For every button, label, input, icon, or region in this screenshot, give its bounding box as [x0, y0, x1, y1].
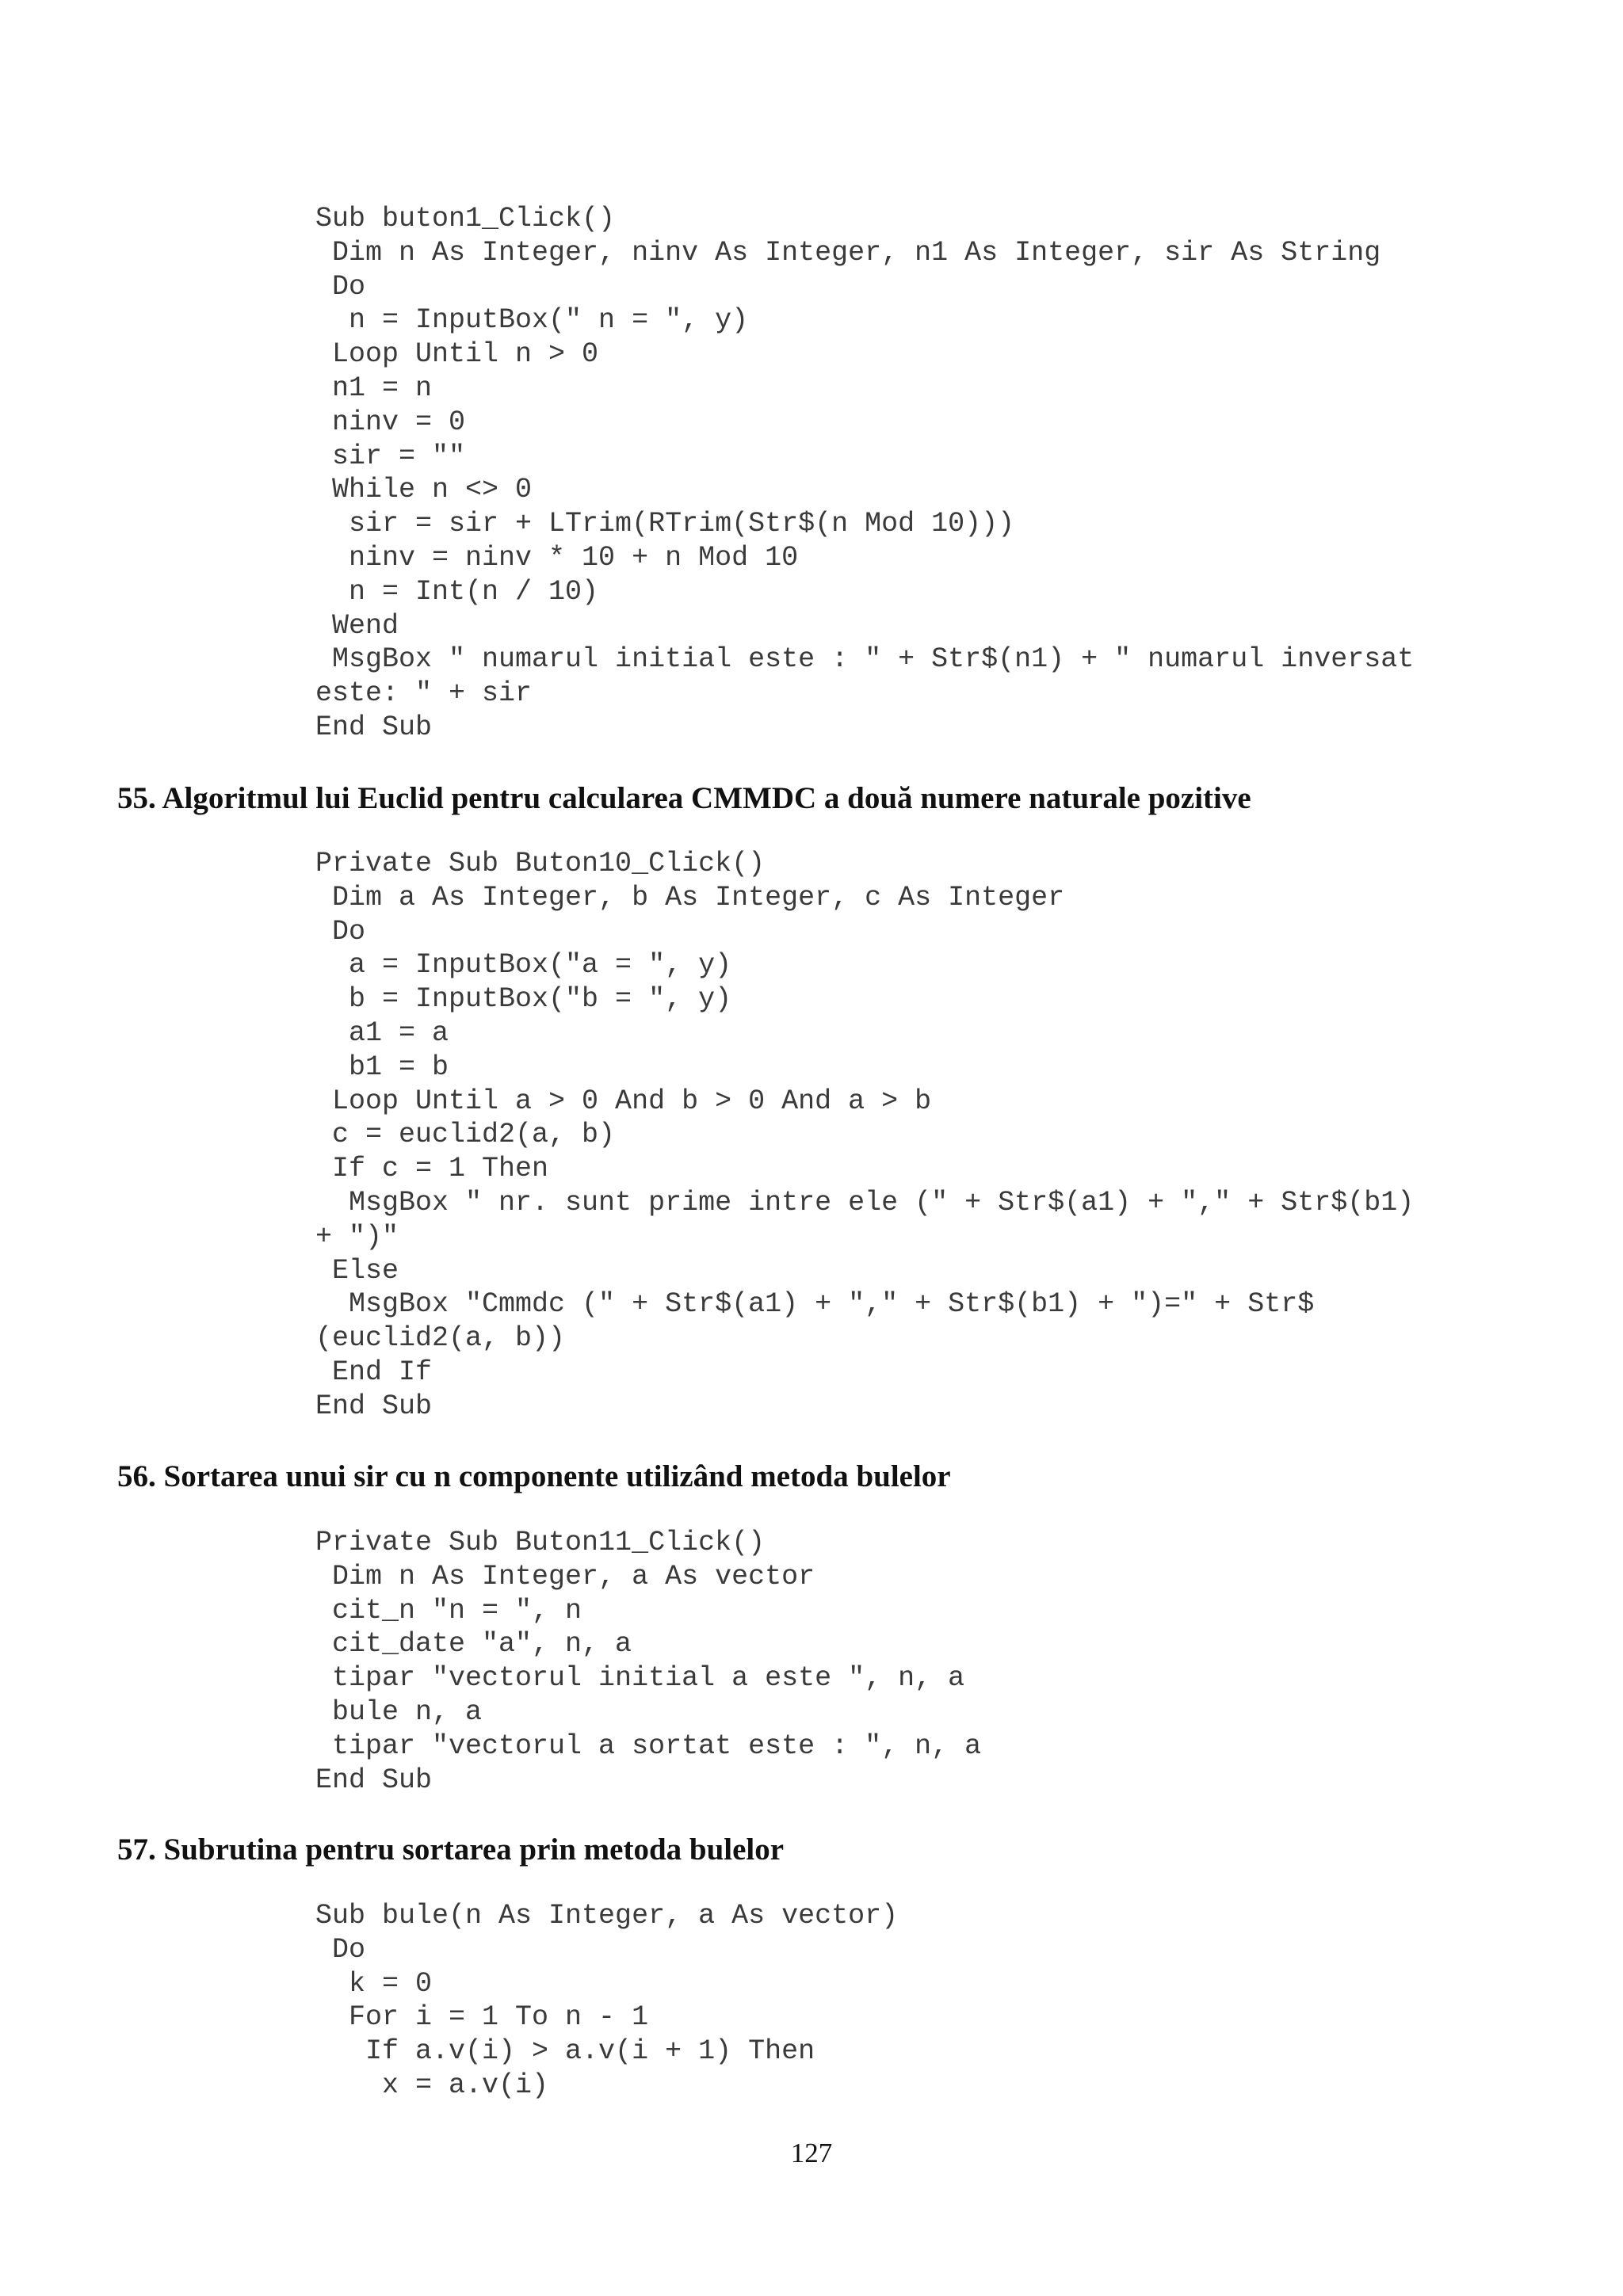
code-line: n1 = n	[315, 372, 433, 404]
code-block-buton1	[315, 202, 1414, 745]
code-line: End Sub	[315, 1390, 433, 1422]
code-line: While n <> 0	[315, 474, 533, 506]
code-line: End Sub	[315, 1764, 433, 1796]
code-line: MsgBox " numarul initial este : " + Str$(n1) + " numarul inversat	[315, 643, 1415, 676]
code-line: Wend	[315, 609, 399, 642]
code-line: Loop Until n > 0	[315, 338, 599, 371]
code-line: c = euclid2(a, b)	[315, 1119, 616, 1151]
code-line: If c = 1 Then	[315, 1153, 549, 1185]
section-heading-57: 57. Subrutina pentru sortarea prin metoda bulelor	[117, 1833, 785, 1867]
code-line: End If	[315, 1356, 433, 1388]
code-line: If a.v(i) > a.v(i + 1) Then	[315, 2035, 815, 2068]
code-line: x = a.v(i)	[315, 2069, 549, 2101]
code-line: Do	[315, 270, 366, 303]
code-line: Dim n As Integer, a As vector	[315, 1560, 815, 1592]
code-line: tipar "vectorul a sortat este : ", n, a	[315, 1730, 982, 1762]
code-line: Private Sub Buton10_Click()	[315, 848, 766, 879]
code-line: sir = ""	[315, 440, 466, 472]
code-line: cit_n "n = ", n	[315, 1594, 582, 1627]
code-line: Do	[315, 915, 366, 948]
code-line: MsgBox " nr. sunt prime intre ele (" + Str$(a1) + "," + Str$(b1)	[315, 1186, 1415, 1219]
code-line: (euclid2(a, b))	[315, 1322, 566, 1355]
code-line: + ")"	[315, 1220, 399, 1253]
code-line: a = InputBox("a = ", y)	[315, 949, 732, 982]
section-heading-55: 55. Algoritmul lui Euclid pentru calcularea CMMDC a două numere naturale pozitive	[117, 781, 1251, 815]
code-block-bule	[315, 1899, 898, 2103]
code-line: Else	[315, 1254, 399, 1287]
code-line: Do	[315, 1933, 366, 1966]
code-line: k = 0	[315, 1967, 433, 2000]
code-line: Private Sub Buton11_Click()	[315, 1527, 766, 1558]
code-line: este: " + sir	[315, 677, 533, 710]
code-line: tipar "vectorul initial a este ", n, a	[315, 1662, 965, 1695]
section-heading-56: 56. Sortarea unui sir cu n componente utilizând metoda bulelor	[117, 1459, 951, 1493]
code-line: Loop Until a > 0 And b > 0 And a > b	[315, 1085, 932, 1117]
code-block-euclid	[315, 847, 1414, 1424]
code-line: Sub buton1_Click()	[315, 203, 616, 235]
code-line: ninv = ninv * 10 + n Mod 10	[315, 541, 799, 574]
code-line: b1 = b	[315, 1051, 449, 1083]
code-line: Sub bule(n As Integer, a As vector)	[315, 1900, 899, 1932]
code-line: a1 = a	[315, 1016, 449, 1049]
code-line: sir = sir + LTrim(RTrim(Str$(n Mod 10)))	[315, 508, 1015, 540]
code-line: ninv = 0	[315, 406, 466, 438]
code-line: cit_date "a", n, a	[315, 1628, 632, 1661]
code-line: MsgBox "Cmmdc (" + Str$(a1) + "," + Str$(b1) + ")=" + Str$	[315, 1288, 1315, 1321]
code-line: b = InputBox("b = ", y)	[315, 983, 732, 1016]
code-line: bule n, a	[315, 1695, 483, 1728]
code-line: For i = 1 To n - 1	[315, 2001, 649, 2034]
code-line: n = InputBox(" n = ", y)	[315, 304, 749, 337]
code-line: Dim a As Integer, b As Integer, c As Integer	[315, 881, 1065, 913]
code-line: Dim n As Integer, ninv As Integer, n1 As Integer, sir As String	[315, 236, 1381, 269]
page-number: 127	[790, 2138, 833, 2168]
code-line: End Sub	[315, 711, 433, 743]
code-block-buton11	[315, 1526, 981, 1797]
code-line: n = Int(n / 10)	[315, 575, 599, 608]
